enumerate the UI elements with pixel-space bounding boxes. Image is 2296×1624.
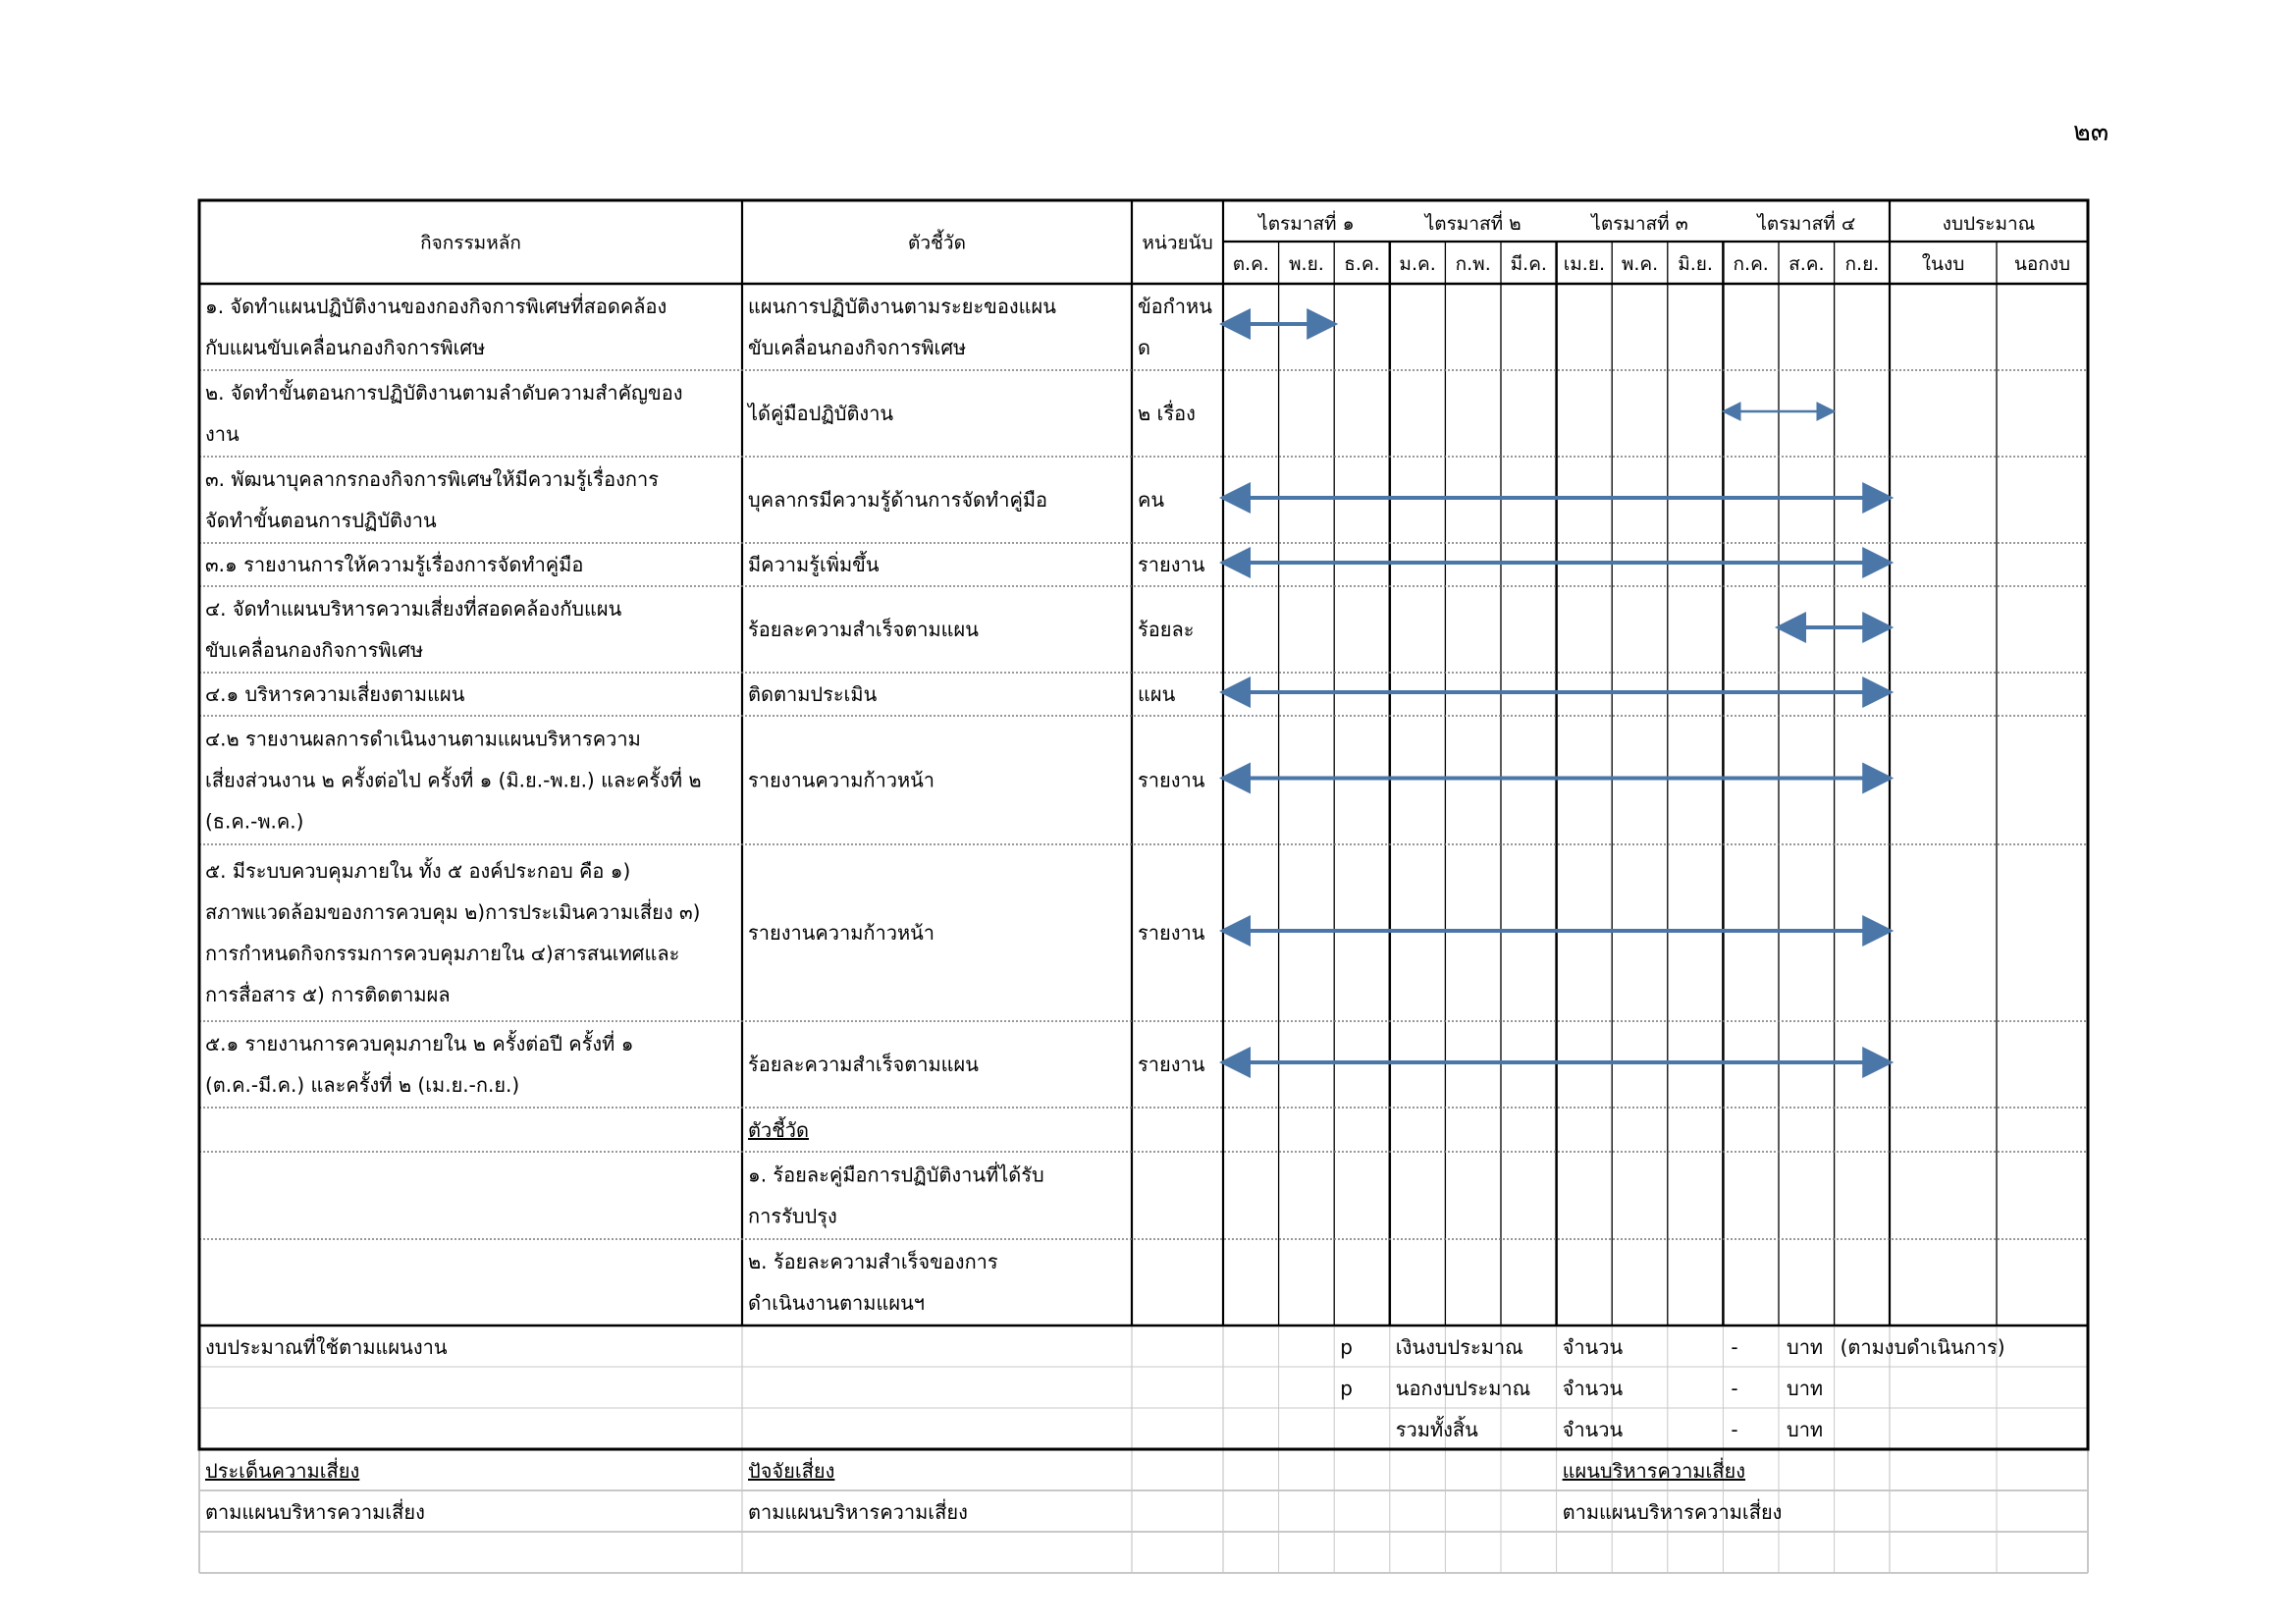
indicator-item: ๑. ร้อยละคู่มือการปฏิบัติงานที่ได้รับ bbox=[748, 1163, 1044, 1187]
activity-text: (ธ.ค.-พ.ค.) bbox=[205, 809, 304, 834]
activity-text: ๔. จัดทำแผนบริหารความเสี่ยงที่สอดคล้องกับแผน bbox=[205, 597, 622, 621]
header-unit: หน่วยนับ bbox=[1142, 232, 1213, 254]
activity-text: จัดทำขั้นตอนการปฏิบัติงาน bbox=[205, 509, 437, 532]
activity-text: การสื่อสาร ๕) การติดตามผล bbox=[205, 983, 451, 1006]
month-header: ส.ค. bbox=[1789, 253, 1825, 275]
budget-label: งบประมาณที่ใช้ตามแผนงาน bbox=[205, 1335, 448, 1359]
risk-issue-value: ตามแผนบริหารความเสี่ยง bbox=[205, 1500, 425, 1524]
quarter-header: ไตรมาสที่ ๒ bbox=[1424, 213, 1522, 235]
month-header: พ.ค. bbox=[1621, 253, 1659, 275]
unit-text: ร้อยละ bbox=[1138, 618, 1195, 641]
indicator-text: บุคลากรมีความรู้ด้านการจัดทำคู่มือ bbox=[748, 488, 1048, 512]
month-header: มิ.ย. bbox=[1678, 253, 1713, 275]
indicator-text: รายงานความก้าวหน้า bbox=[748, 768, 935, 792]
activity-text: ๕. มีระบบควบคุมภายใน ทั้ง ๕ องค์ประกอบ คือ ๑) bbox=[205, 859, 631, 883]
activity-text: งาน bbox=[205, 422, 240, 446]
budget-out-header: นอกงบ bbox=[2013, 253, 2071, 275]
budget-currency: บาท bbox=[1787, 1418, 1824, 1441]
indicator-text: ติดตามประเมิน bbox=[748, 682, 878, 706]
month-header: พ.ย. bbox=[1289, 253, 1324, 275]
budget-amount: - bbox=[1731, 1418, 1738, 1441]
indicator-item: การรับปรุง bbox=[748, 1204, 837, 1228]
month-header: ต.ค. bbox=[1232, 253, 1269, 275]
header-indicator: ตัวชี้วัด bbox=[908, 232, 966, 254]
unit-text: ข้อกำหน bbox=[1138, 295, 1212, 318]
budget-qty-label: จำนวน bbox=[1562, 1418, 1624, 1441]
activity-text: ๓.๑ รายงานการให้ความรู้เรื่องการจัดทำคู่มือ bbox=[205, 553, 584, 576]
unit-text: ๒ เรื่อง bbox=[1138, 402, 1196, 425]
budget-type: รวมทั้งสิ้น bbox=[1395, 1418, 1478, 1441]
month-header: ก.ย. bbox=[1844, 253, 1880, 275]
risk-issue-heading: ประเด็นความเสี่ยง bbox=[205, 1459, 360, 1483]
activity-text: ๔.๒ รายงานผลการดำเนินงานตามแผนบริหารความ bbox=[205, 727, 641, 751]
budget-qty-label: จำนวน bbox=[1562, 1377, 1624, 1400]
indicator-text: มีความรู้เพิ่มขึ้น bbox=[748, 553, 880, 576]
unit-text: ด bbox=[1138, 336, 1150, 359]
quarter-header: ไตรมาสที่ ๓ bbox=[1591, 213, 1688, 235]
unit-text: รายงาน bbox=[1138, 768, 1205, 792]
activity-text: กับแผนขับเคลื่อนกองกิจการพิเศษ bbox=[205, 336, 486, 359]
month-header: มี.ค. bbox=[1510, 253, 1547, 275]
risk-factor-value: ตามแผนบริหารความเสี่ยง bbox=[748, 1500, 968, 1524]
risk-factor-heading: ปัจจัยเสี่ยง bbox=[748, 1459, 835, 1483]
unit-text: แผน bbox=[1138, 682, 1176, 706]
page-number: ๒๓ bbox=[2073, 117, 2109, 147]
month-header: เม.ย. bbox=[1563, 253, 1606, 275]
activity-text: สภาพแวดล้อมของการควบคุม ๒)การประเมินความเสี่ยง ๓) bbox=[205, 900, 701, 924]
activity-text: ๔.๑ บริหารความเสี่ยงตามแผน bbox=[205, 682, 465, 706]
budget-type: เงินงบประมาณ bbox=[1395, 1335, 1523, 1359]
indicator-text: แผนการปฏิบัติงานตามระยะของแผน bbox=[748, 295, 1056, 318]
activity-text: ๓. พัฒนาบุคลากรกองกิจการพิเศษให้มีความรู้เรื่องการ bbox=[205, 467, 659, 491]
indicator-text: ร้อยละความสำเร็จตามแผน bbox=[748, 618, 979, 641]
activity-text: (ต.ค.-มี.ค.) และครั้งที่ ๒ (เม.ย.-ก.ย.) bbox=[205, 1073, 520, 1097]
indicator-text: ขับเคลื่อนกองกิจการพิเศษ bbox=[748, 336, 967, 359]
budget-in-header: ในงบ bbox=[1921, 253, 1965, 275]
indicator-text: ร้อยละความสำเร็จตามแผน bbox=[748, 1053, 979, 1076]
indicator-text: ได้คู่มือปฏิบัติงาน bbox=[748, 402, 894, 425]
header-budget: งบประมาณ bbox=[1942, 213, 2036, 235]
activity-text: เสี่ยงส่วนงาน ๒ ครั้งต่อไป ครั้งที่ ๑ (มิ.ย.-พ.ย.) และครั้งที่ ๒ bbox=[205, 768, 702, 792]
indicator-text: รายงานความก้าวหน้า bbox=[748, 921, 935, 945]
month-header: ธ.ค. bbox=[1344, 253, 1380, 275]
budget-amount: - bbox=[1731, 1335, 1738, 1359]
budget-currency: บาท bbox=[1787, 1377, 1824, 1400]
activity-text: ๒. จัดทำขั้นตอนการปฏิบัติงานตามลำดับความสำคัญของ bbox=[205, 381, 683, 405]
activity-text: ๕.๑ รายงานการควบคุมภายใน ๒ ครั้งต่อปี ครั้งที่ ๑ bbox=[205, 1032, 634, 1056]
quarter-header: ไตรมาสที่ ๔ bbox=[1757, 213, 1856, 235]
activity-text: ๑. จัดทำแผนปฏิบัติงานของกองกิจการพิเศษที่สอดคล้อง bbox=[205, 295, 667, 318]
unit-text: รายงาน bbox=[1138, 1053, 1205, 1076]
risk-plan-heading: แผนบริหารความเสี่ยง bbox=[1562, 1459, 1746, 1483]
month-header: ก.ค. bbox=[1733, 253, 1769, 275]
month-header: ก.พ. bbox=[1455, 253, 1491, 275]
unit-text: รายงาน bbox=[1138, 921, 1205, 945]
unit-text: คน bbox=[1138, 488, 1165, 512]
indicators-heading: ตัวชี้วัด bbox=[748, 1118, 810, 1142]
budget-currency: บาท bbox=[1787, 1335, 1824, 1359]
activity-text: ขับเคลื่อนกองกิจการพิเศษ bbox=[205, 638, 424, 662]
indicator-item: ดำเนินงานตามแผนฯ bbox=[748, 1291, 925, 1315]
risk-plan-value: ตามแผนบริหารความเสี่ยง bbox=[1562, 1500, 1783, 1524]
budget-amount: - bbox=[1731, 1377, 1738, 1400]
budget-type: นอกงบประมาณ bbox=[1395, 1377, 1531, 1400]
indicator-item: ๒. ร้อยละความสำเร็จของการ bbox=[748, 1250, 998, 1273]
budget-mark: p bbox=[1340, 1377, 1353, 1400]
activity-text: การกำหนดกิจกรรมการควบคุมภายใน ๔)สารสนเทศและ bbox=[205, 942, 680, 965]
unit-text: รายงาน bbox=[1138, 553, 1205, 576]
budget-qty-label: จำนวน bbox=[1562, 1335, 1624, 1359]
quarter-header: ไตรมาสที่ ๑ bbox=[1258, 213, 1355, 235]
budget-mark: p bbox=[1340, 1335, 1353, 1359]
header-activity: กิจกรรมหลัก bbox=[420, 232, 521, 254]
budget-note: (ตามงบดำเนินการ) bbox=[1840, 1335, 2005, 1359]
month-header: ม.ค. bbox=[1399, 253, 1436, 275]
